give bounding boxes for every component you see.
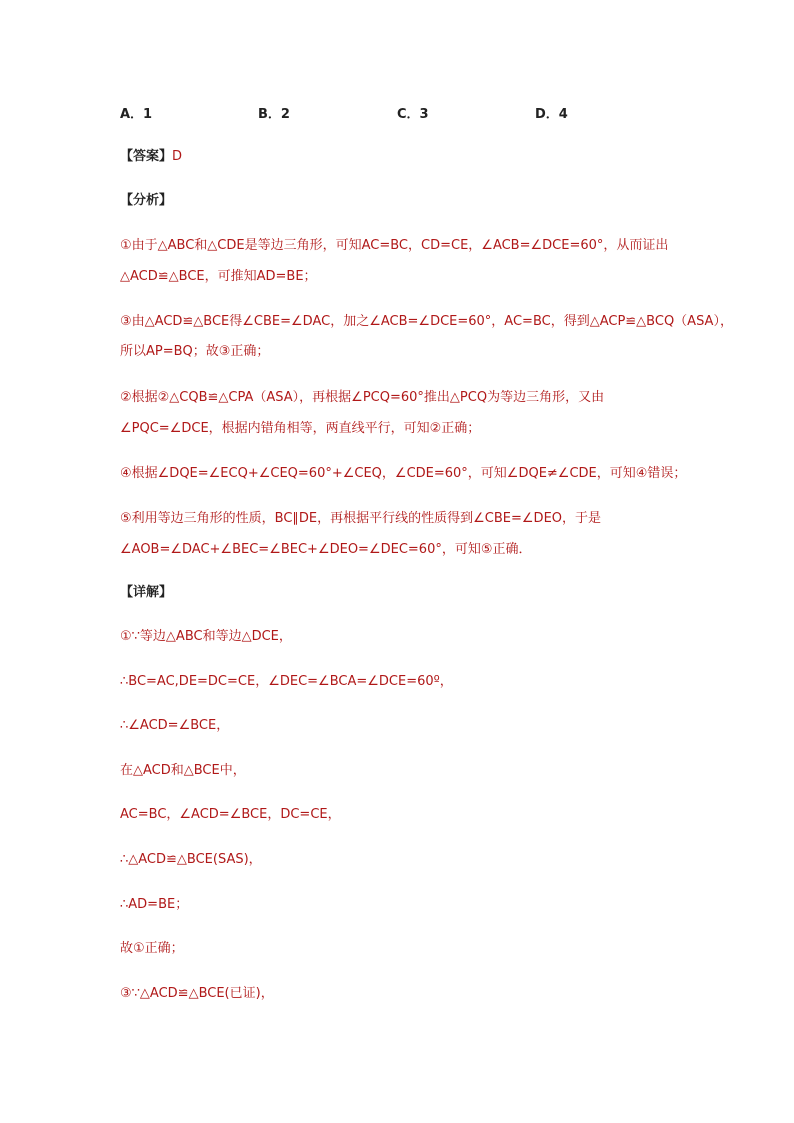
detail-line: ①∵等边△ABC和等边△DCE， [120, 629, 292, 644]
detail-heading: 【详解】 [120, 585, 173, 600]
detail-line: ∴△ACD≌△BCE(SAS)， [120, 852, 262, 867]
analysis-line: ⑤利用等边三角形的性质，BC∥DE，再根据平行线的性质得到∠CBE=∠DEO，于是 [120, 511, 602, 526]
answer-label: 【答案】 [120, 149, 173, 164]
analysis-line: ∠AOB=∠DAC+∠BEC=∠BEC+∠DEO=∠DEC=60°，可知⑤正确． [120, 542, 532, 557]
analysis-line: ④根据∠DQE=∠ECQ+∠CEQ=60°+∠CEQ，∠CDE=60°，可知∠DQE≠∠CDE，可知④错误； [120, 466, 687, 481]
analysis-line: ∠PQC=∠DCE，根据内错角相等，两直线平行，可知②正确； [120, 421, 481, 436]
analysis-line: ①由于△ABC和△CDE是等边三角形，可知AC=BC，CD=CE，∠ACB=∠DCE=60°，从而证出 [120, 238, 669, 253]
analysis-heading: 【分析】 [120, 193, 173, 208]
detail-line: ∴BC=AC,DE=DC=CE，∠DEC=∠BCA=∠DCE=60º， [120, 674, 453, 689]
detail-line: ∴∠ACD=∠BCE， [120, 718, 230, 733]
detail-line: ③∵△ACD≌△BCE(已证)， [120, 986, 274, 1001]
detail-line: 在△ACD和△BCE中， [120, 763, 246, 778]
option-b: B．2 [258, 107, 290, 122]
detail-line: 故①正确； [120, 941, 184, 956]
option-d: D．4 [535, 107, 568, 122]
option-a: A．1 [120, 107, 153, 122]
analysis-line: ③由△ACD≌△BCE得∠CBE=∠DAC，加之∠ACB=∠DCE=60°，AC=BC，得到△ACP≌△BCQ（ASA）， [120, 314, 733, 329]
detail-line: AC=BC，∠ACD=∠BCE，DC=CE， [120, 807, 341, 822]
answer-value: D [172, 149, 183, 164]
detail-line: ∴AD=BE； [120, 897, 189, 912]
analysis-line: 所以AP=BQ；故③正确； [120, 344, 270, 359]
analysis-line: △ACD≌△BCE，可推知AD=BE； [120, 269, 317, 284]
answer-line [120, 148, 182, 166]
analysis-line: ②根据②△CQB≌△CPA（ASA），再根据∠PCQ=60°推出△PCQ为等边三角形，又由 [120, 390, 605, 405]
option-c: C．3 [397, 107, 429, 122]
